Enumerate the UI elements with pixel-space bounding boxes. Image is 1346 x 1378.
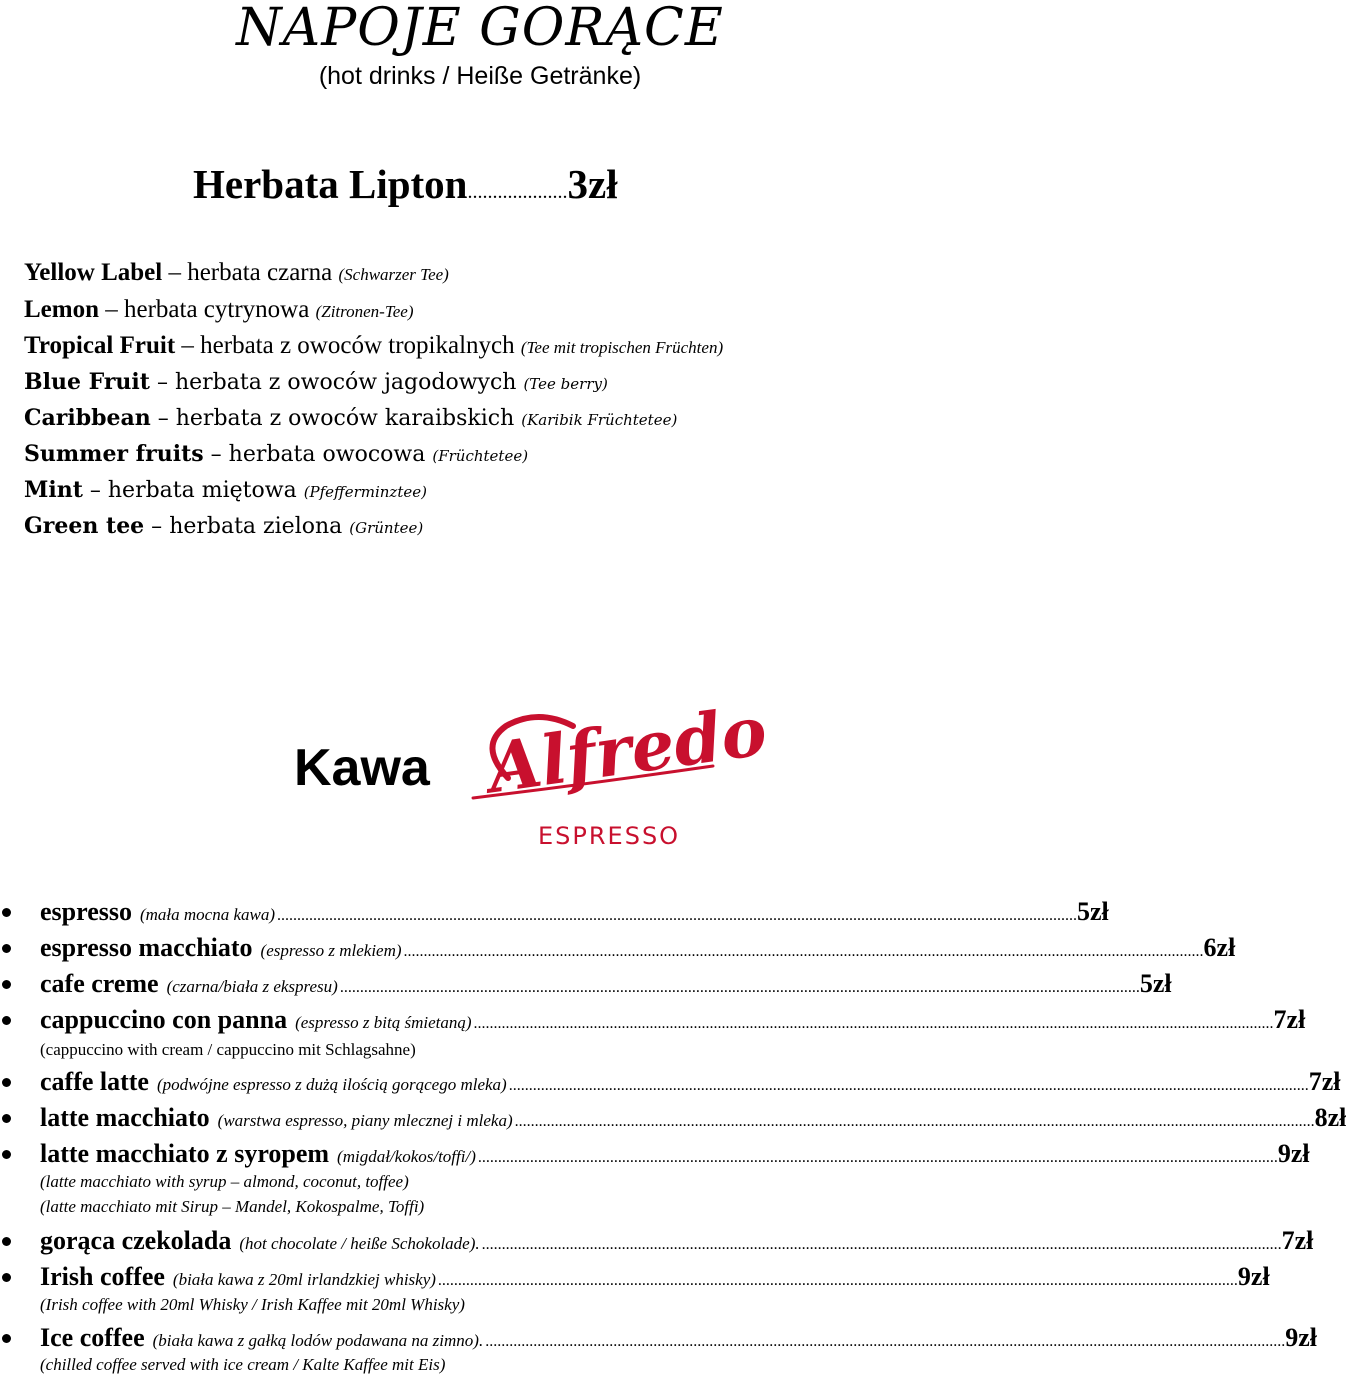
item-desc: (espresso z mlekiem) [260, 941, 402, 960]
bullet-icon [2, 1114, 11, 1123]
dot-leader [340, 973, 1140, 1003]
tea-note: (Karibik Früchtetee) [521, 411, 678, 429]
tea-note: (Grüntee) [349, 519, 424, 537]
dot-leader [515, 1107, 1315, 1137]
item-desc: (biała kawa z gałką lodów podawana na zimno). [152, 1331, 484, 1350]
page-title: NAPOJE GORĄCE [236, 0, 724, 58]
dot-leader [474, 1009, 1274, 1039]
tea-desc: herbata z owoców karaibskich [175, 406, 515, 431]
tea-note: (Tee berry) [523, 375, 608, 393]
tea-desc: herbata z owoców tropikalnych [200, 332, 515, 359]
lipton-name: Herbata Lipton [193, 161, 468, 207]
tea-desc: herbata czarna [187, 259, 333, 286]
tea-note: (Früchtetee) [432, 447, 529, 465]
menu-item [40, 1262, 1270, 1296]
item-desc: (espresso z bitą śmietaną) [295, 1013, 472, 1032]
menu-item [40, 1323, 1317, 1357]
item-price: 9zł [1237, 1262, 1270, 1291]
svg-text:ESPRESSO: ESPRESSO [538, 822, 681, 850]
item-note: (chilled coffee served with ice cream / Kalte Kaffee mit Eis) [40, 1355, 446, 1374]
item-price: 8zł [1314, 1103, 1346, 1132]
dot-leader [482, 1230, 1282, 1260]
tea-item [24, 295, 413, 327]
menu-item [40, 1005, 1306, 1039]
dot-leader [485, 1327, 1285, 1357]
item-name: latte macchiato [40, 1103, 210, 1132]
tea-separator: – [162, 259, 188, 286]
item-desc: (warstwa espresso, piany mlecznej i mleka) [217, 1111, 513, 1130]
dot-leader [277, 901, 1077, 931]
item-name: espresso [40, 897, 132, 926]
item-price: 7zł [1308, 1067, 1341, 1096]
tea-desc: herbata owocowa [228, 442, 426, 467]
item-desc: (hot chocolate / heiße Schokolade). [239, 1234, 480, 1253]
item-note: (Irish coffee with 20ml Whisky / Irish Kaffee mit 20ml Whisky) [40, 1295, 465, 1314]
tea-separator: – [203, 442, 229, 467]
tea-item [24, 439, 528, 471]
tea-desc: herbata miętowa [107, 478, 297, 503]
item-price: 5zł [1139, 969, 1172, 998]
tea-separator: – [150, 406, 176, 431]
menu-item [40, 897, 1109, 931]
dot-leader [404, 937, 1204, 967]
bullet-icon [2, 1016, 11, 1025]
item-desc: (migdał/kokos/toffi/) [337, 1147, 476, 1166]
tea-desc: herbata zielona [169, 514, 343, 539]
item-desc: (podwójne espresso z dużą ilością gorącego mleka) [156, 1075, 507, 1094]
item-price: 9zł [1285, 1323, 1317, 1352]
item-desc: (czarna/biała z ekspresu) [166, 977, 338, 996]
item-name: Ice coffee [40, 1323, 145, 1352]
tea-separator: – [175, 332, 201, 359]
tea-item [24, 511, 423, 543]
item-price: 9zł [1277, 1139, 1310, 1168]
tea-item [24, 367, 608, 399]
tea-desc: herbata cytrynowa [124, 296, 310, 323]
item-price: 7zł [1281, 1226, 1314, 1255]
tea-name: Lemon [24, 296, 99, 323]
item-note: (latte macchiato mit Sirup – Mandel, Kokospalme, Toffi) [40, 1197, 425, 1216]
bullet-icon [2, 1334, 11, 1343]
item-name: caffe latte [40, 1067, 149, 1096]
svg-text:Alfredo: Alfredo [483, 691, 772, 810]
menu-item [40, 1067, 1341, 1101]
item-price: 6zł [1203, 933, 1236, 962]
tea-item [24, 331, 723, 363]
bullet-icon [2, 908, 11, 917]
tea-name: Caribbean [24, 405, 151, 431]
tea-separator: – [149, 370, 175, 395]
bullet-icon [2, 944, 11, 953]
lipton-dots: .................... [467, 181, 568, 203]
menu-item [40, 1103, 1346, 1137]
item-name: gorąca czekolada [40, 1226, 232, 1255]
bullet-icon [2, 980, 11, 989]
tea-note: (Tee mit tropischen Früchten) [520, 338, 724, 357]
item-note: (latte macchiato with syrup – almond, coconut, toffee) [40, 1172, 409, 1191]
item-desc: (mała mocna kawa) [139, 905, 275, 924]
tea-note: (Pfefferminztee) [303, 483, 427, 501]
tea-separator: – [82, 478, 108, 503]
coffee-heading: Kawa [294, 739, 430, 797]
tea-desc: herbata z owoców jagodowych [174, 370, 517, 395]
tea-item [24, 258, 449, 290]
item-name: Irish coffee [40, 1262, 165, 1291]
tea-name: Tropical Fruit [24, 332, 176, 359]
tea-name: Yellow Label [24, 259, 163, 286]
tea-name: Mint [24, 477, 83, 503]
tea-separator: – [99, 296, 124, 323]
item-price: 7zł [1273, 1005, 1306, 1034]
lipton-heading [193, 160, 618, 208]
dot-leader [509, 1071, 1309, 1101]
bullet-icon [2, 1078, 11, 1087]
menu-item [40, 1226, 1314, 1260]
tea-item [24, 403, 677, 435]
menu-item [40, 933, 1236, 967]
item-name: latte macchiato z syropem [40, 1139, 330, 1168]
tea-item [24, 475, 427, 507]
alfredo-espresso-logo [468, 686, 772, 856]
tea-name: Green tee [24, 513, 145, 539]
tea-name: Blue Fruit [24, 369, 150, 395]
item-price: 5zł [1077, 897, 1109, 926]
bullet-icon [2, 1237, 11, 1246]
page-subtitle: (hot drinks / Heiße Getränke) [318, 62, 642, 90]
menu-item [40, 969, 1172, 1003]
bullet-icon [2, 1150, 11, 1159]
dot-leader [438, 1266, 1238, 1296]
tea-note: (Schwarzer Tee) [338, 265, 449, 284]
menu-item [40, 1139, 1310, 1173]
item-desc: (biała kawa z 20ml irlandzkiej whisky) [172, 1270, 436, 1289]
tea-note: (Zitronen-Tee) [315, 302, 414, 321]
dot-leader [478, 1143, 1278, 1173]
item-name: cafe creme [40, 969, 159, 998]
lipton-price: 3zł [567, 161, 618, 207]
item-name: cappuccino con panna [40, 1005, 288, 1034]
item-name: espresso macchiato [40, 933, 253, 962]
item-note: (cappuccino with cream / cappuccino mit Schlagsahne) [40, 1040, 416, 1059]
tea-separator: – [144, 514, 170, 539]
tea-name: Summer fruits [24, 441, 204, 467]
bullet-icon [2, 1273, 11, 1282]
